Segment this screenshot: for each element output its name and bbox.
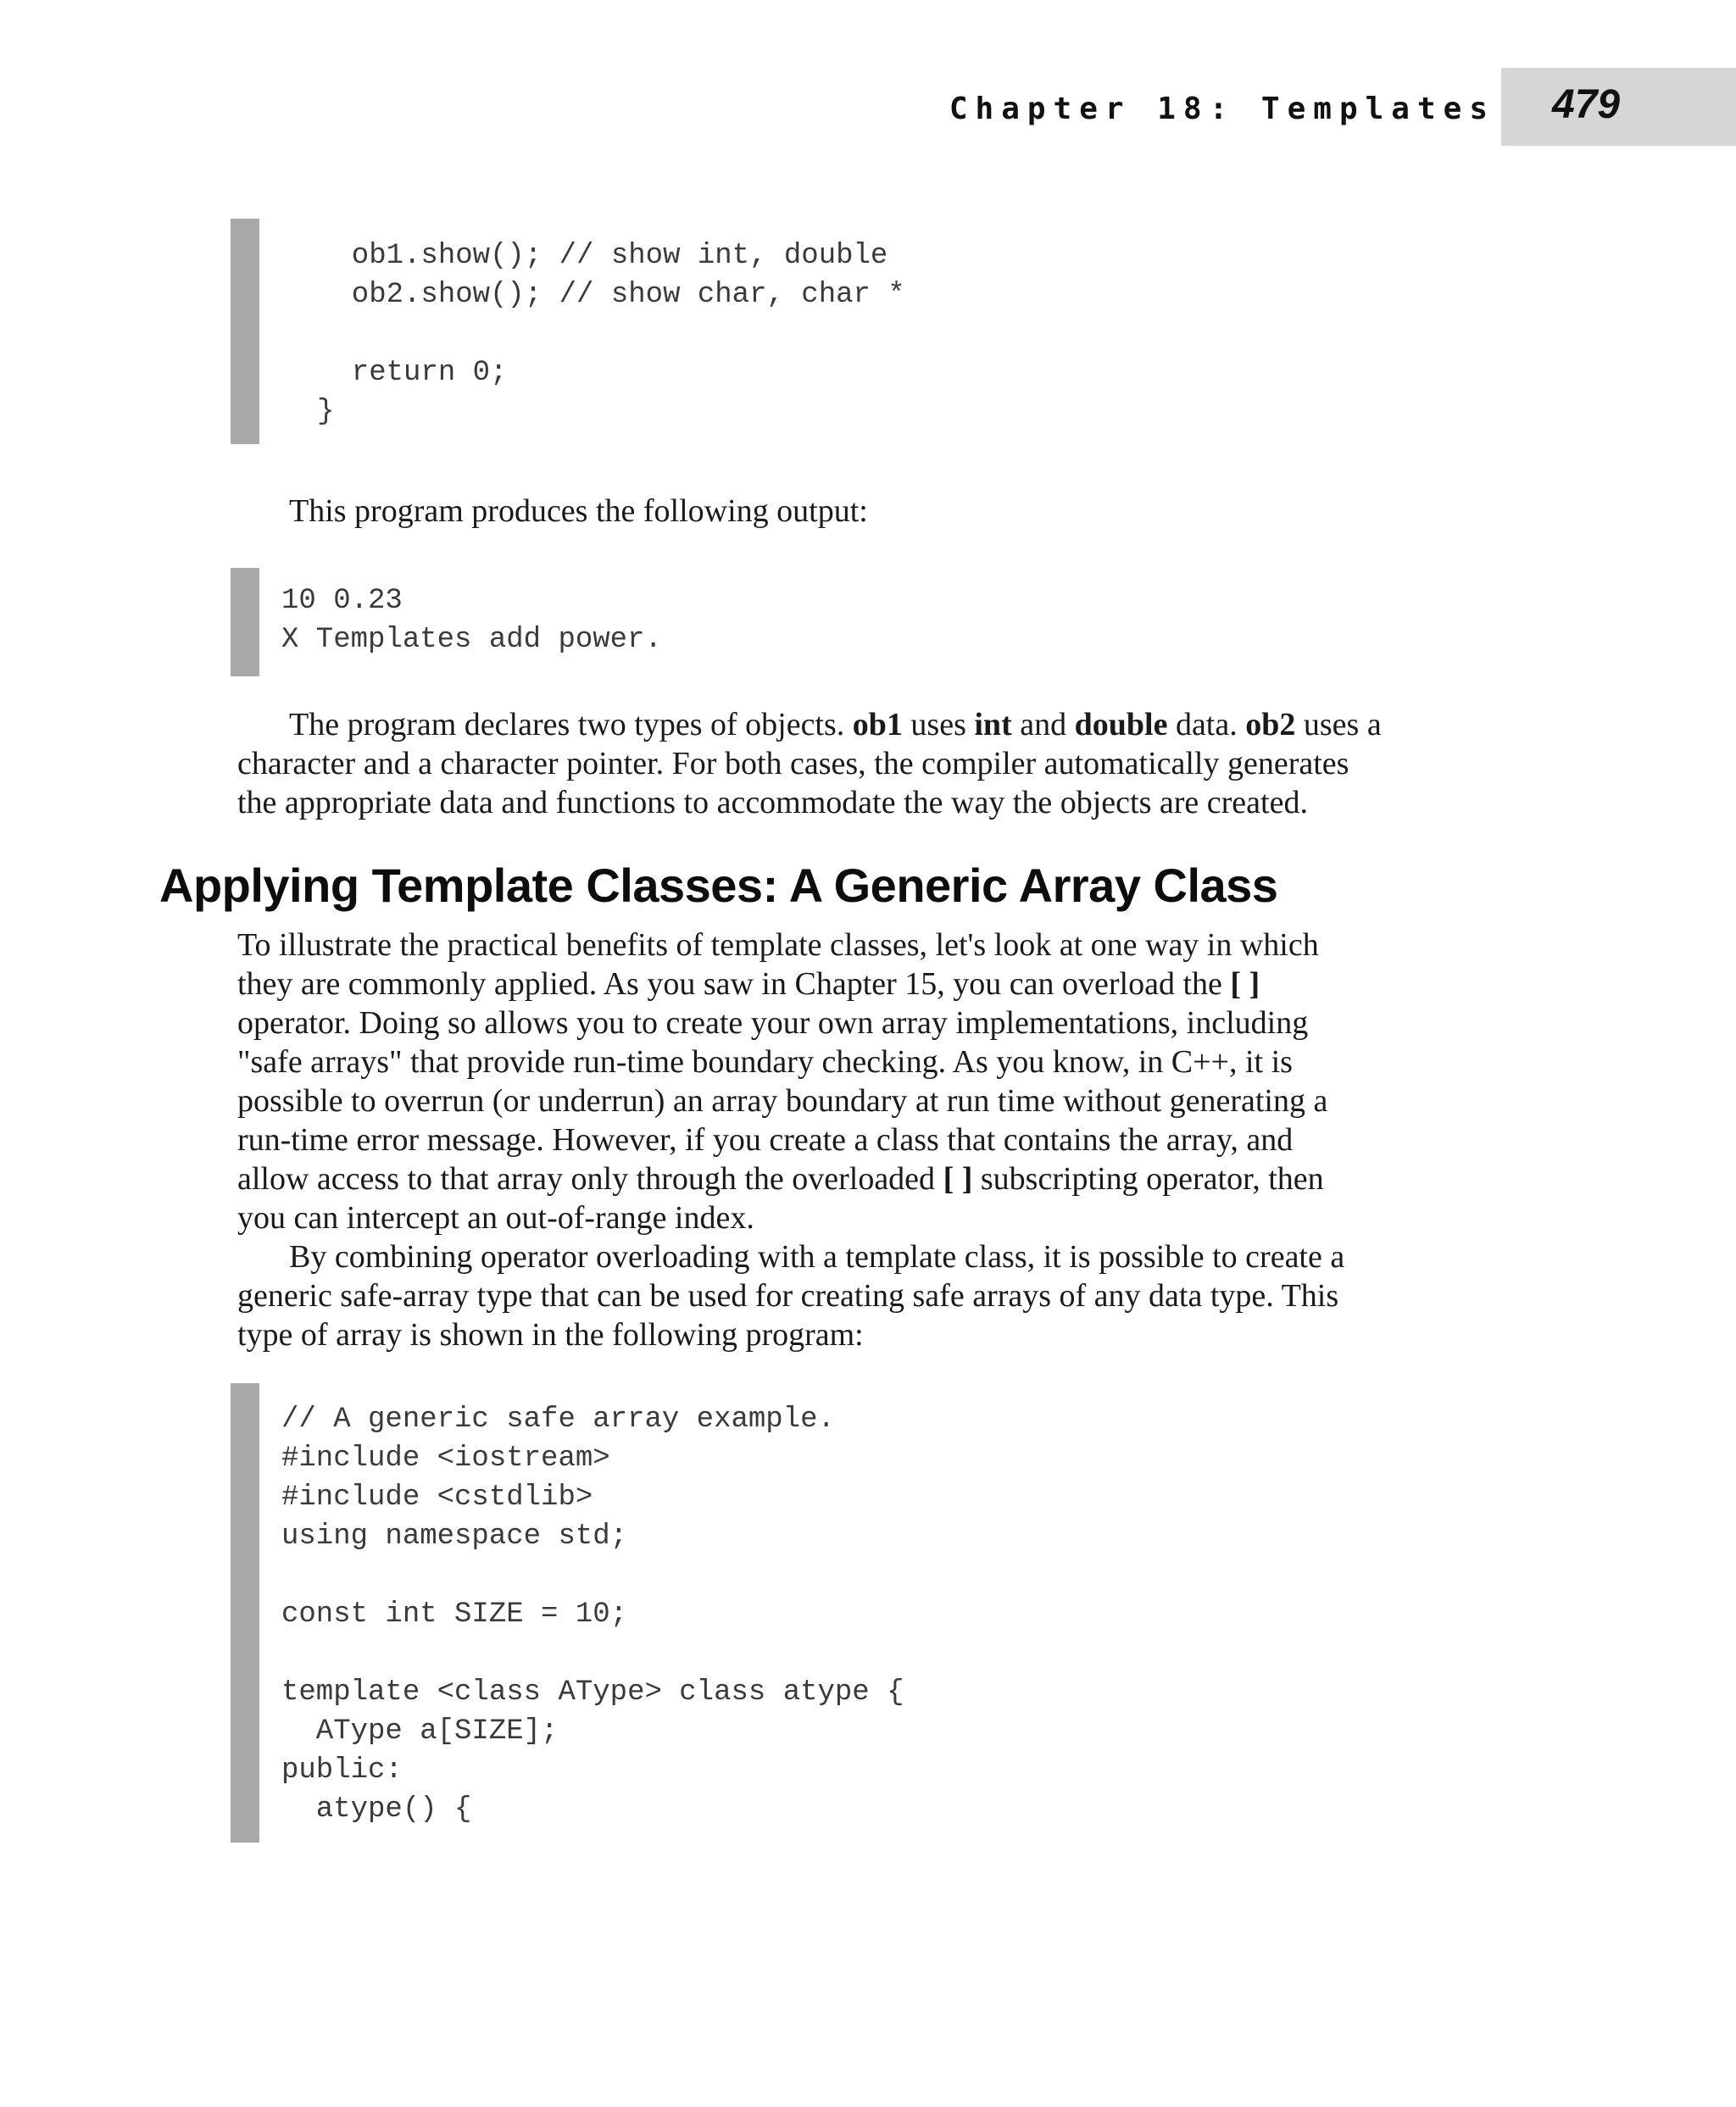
code-term-double: double xyxy=(1074,707,1168,742)
text-line: By combining operator overloading with a template class, it is possible to create a xyxy=(289,1239,1345,1275)
text-line: character and a character pointer. For both cases, the compiler automatically generates xyxy=(237,746,1349,781)
code-block-safe-array xyxy=(231,1383,1446,1843)
text-line: "safe arrays" that provide run-time boundary checking. As you know, in C++, it is xyxy=(237,1044,1293,1080)
text-line: the appropriate data and functions to accommodate the way the objects are created. xyxy=(237,785,1308,820)
text-line: they are commonly applied. As you saw in Chapter 15, you can overload the [ ] xyxy=(237,966,1260,1002)
text-line: generic safe-array type that can be used for creating safe arrays of any data type. This xyxy=(237,1278,1339,1314)
code-line: using namespace std; xyxy=(281,1520,628,1553)
text-line: allow access to that array only through the overloaded [ ] subscripting operator, then xyxy=(237,1161,1324,1197)
code-term-ob1: ob1 xyxy=(852,707,903,742)
section-heading: Applying Template Classes: A Generic Array Class xyxy=(159,859,1278,912)
code-line: ob1.show(); // show int, double xyxy=(317,240,888,272)
code-line: #include <iostream> xyxy=(281,1443,610,1475)
code-term-int: int xyxy=(974,707,1012,742)
text-line: you can intercept an out-of-range index. xyxy=(237,1200,754,1236)
code-term-ob2: ob2 xyxy=(1245,707,1296,742)
code-line: #include <cstdlib> xyxy=(281,1482,593,1514)
code-line: 10 0.23 xyxy=(281,585,403,617)
code-line: template <class AType> class atype { xyxy=(281,1676,904,1709)
code-line: atype() { xyxy=(281,1793,472,1826)
code-line: } xyxy=(317,396,335,428)
code-term-subscript: [ ] xyxy=(943,1161,973,1197)
text-line: type of array is shown in the following program: xyxy=(237,1317,864,1353)
paragraph-safe-array-intro xyxy=(237,926,1483,1237)
code-line: X Templates add power. xyxy=(281,624,662,656)
text-line: The program declares two types of objects. ob1 uses int and double data. ob2 uses a xyxy=(289,707,1382,742)
code-line: const int SIZE = 10; xyxy=(281,1598,628,1631)
chapter-title: Chapter 18: Templates xyxy=(949,92,1495,126)
code-line: public: xyxy=(281,1754,403,1787)
page-number: 479 xyxy=(1552,82,1621,127)
code-line: ob2.show(); // show char, char * xyxy=(317,279,905,311)
paragraph-explanation xyxy=(237,705,1483,822)
text-line: operator. Doing so allows you to create your own array implementations, including xyxy=(237,1005,1309,1041)
text-line: To illustrate the practical benefits of template classes, let's look at one way in which xyxy=(237,927,1319,963)
code-block-output xyxy=(231,568,1446,676)
running-header xyxy=(0,68,1736,146)
text-line: run-time error message. However, if you create a class that contains the array, and xyxy=(237,1122,1294,1158)
page-number-box xyxy=(1501,68,1736,146)
code-block-main-end xyxy=(231,219,1446,444)
paragraph-output-intro xyxy=(237,492,1483,531)
code-line: return 0; xyxy=(317,357,508,389)
code-term-subscript: [ ] xyxy=(1230,966,1260,1002)
text-line: This program produces the following output: xyxy=(289,493,868,529)
code-line: AType a[SIZE]; xyxy=(281,1715,559,1748)
code-line: // A generic safe array example. xyxy=(281,1404,835,1436)
text-line: possible to overrun (or underrun) an array boundary at run time without generating a xyxy=(237,1083,1328,1119)
paragraph-combining xyxy=(237,1237,1483,1354)
